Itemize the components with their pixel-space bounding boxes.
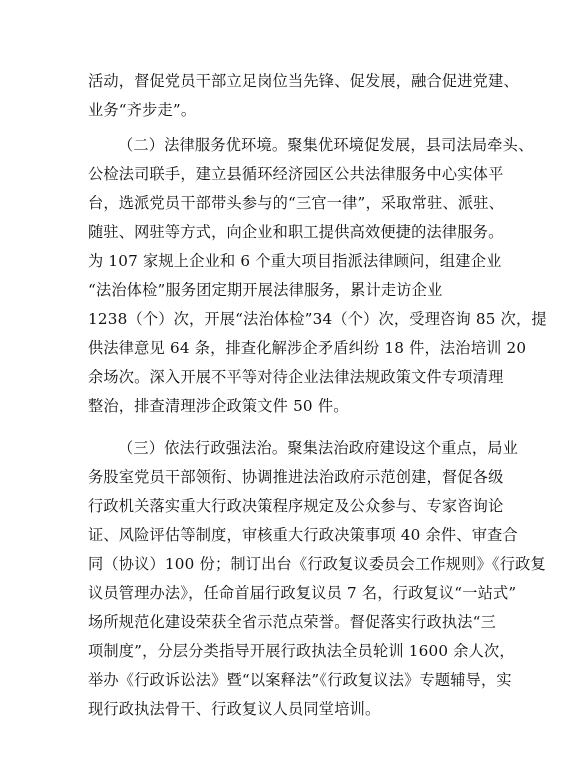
text-line: 随驻、网驻等方式，向企业和职工提供高效便捷的法律服务。 — [88, 223, 504, 241]
text-line: 项制度”，分层分类指导开展行政执法全员轮训 1600 余人次， — [88, 642, 515, 660]
text-line: 余场次。深入开展不平等对待企业法律法规政策文件专项清理 — [88, 368, 504, 386]
text-line: 同（协议）100 份；制订出台《行政复议委员会工作规则》《行政复 — [88, 555, 546, 573]
text-line: 为 107 家规上企业和 6 个重大项目指派法律顾问，组建企业 — [88, 252, 502, 270]
text-line: 举办《行政诉讼法》暨“以案释法”《行政复议法》专题辅导，实 — [88, 671, 512, 689]
text-line: 议员管理办法》，任命首届行政复议员 7 名，行政复议“一站式” — [88, 584, 517, 602]
text-line: 台，选派党员干部带头参与的“三官一律”，采取常驻、派驻、 — [88, 194, 505, 212]
text-line: 整治，排查清理涉企政策文件 50 件。 — [88, 397, 349, 415]
text-line: 公检法司联手，建立县循环经济园区公共法律服务中心实体平 — [88, 165, 504, 183]
text-line: 活动，督促党员干部立足岗位当先锋、促发展，融合促进党建、 — [88, 72, 519, 90]
text-line: 业务“齐步走”。 — [88, 101, 197, 119]
section-heading-line: （三）依法行政强法治。聚集法治政府建设这个重点，局业 — [118, 439, 519, 457]
text-line: 证、风险评估等制度，审核重大行政决策事项 40 余件、审查合 — [88, 526, 518, 544]
text-line: 现行政执法骨干、行政复议人员同堂培训。 — [88, 700, 381, 718]
text-line: “法治体检”服务团定期开展法律服务，累计走访企业 — [88, 281, 443, 299]
text-line: 行政机关落实重大行政决策程序规定及公众参与、专家咨询论 — [88, 497, 504, 515]
text-line: 供法律意见 64 条，排查化解涉企矛盾纠纷 18 件，法治培训 20 — [88, 339, 527, 357]
text-line: 1238（个）次，开展“法治体检”34（个）次，受理咨询 85 次，提 — [88, 310, 547, 328]
text-line: 场所规范化建设荣获全省示范点荣誉。督促落实行政执法“三 — [88, 613, 497, 631]
section-heading-line: （二）法律服务优环境。聚集优环境促发展，县司法局牵头、 — [118, 136, 534, 154]
text-line: 务股室党员干部领衔、协调推进法治政府示范创建，督促各级 — [88, 468, 504, 486]
